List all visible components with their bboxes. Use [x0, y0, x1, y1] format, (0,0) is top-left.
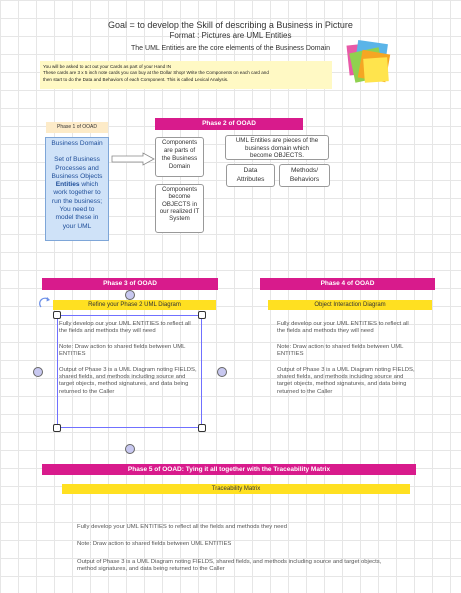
components2-line: OBJECTS in [161, 200, 198, 208]
components-objects-box[interactable] [155, 184, 204, 233]
uml-line: UML Entities are pieces of the [235, 137, 319, 144]
phase5-label: Phase 5 of OOAD: Tying it all together with the Traceability Matrix [42, 464, 416, 475]
phase5-paragraph: Output of Phase 3 is a UML Diagram noting FIELDS, shared fields, and methods including source and target objects, method signatures, and data being returned to the Caller [77, 558, 382, 573]
components-line: Domain [168, 163, 191, 170]
phase5-sub-label: Traceability Matrix [62, 484, 410, 494]
note-line: You will be asked to act out your Cards as part of your Hand IN [43, 64, 172, 69]
business-domain-box[interactable] [45, 137, 109, 241]
instruction-note [40, 61, 332, 89]
phase5-text-block[interactable] [77, 524, 397, 582]
domain-line: Business Objects [51, 172, 103, 180]
entities-rest: which [79, 181, 99, 189]
domain-line: You need to [59, 206, 95, 214]
components-line: the Business [161, 155, 198, 162]
phase3-sub-label: Refine your Phase 2 UML Diagram [53, 300, 216, 310]
phase5-paragraph: Fully develop your UML ENTITIES to reflect all the fields and methods they need [77, 524, 287, 530]
connector-handle-top[interactable] [125, 290, 135, 300]
resize-handle-bottom-left[interactable] [53, 424, 61, 432]
connector-handle-bottom[interactable] [125, 444, 135, 454]
uml-line: become OBJECTS. [250, 152, 304, 159]
phase4-paragraph: Note: Draw action to shared fields between UML ENTITIES [277, 343, 404, 358]
phase3-label: Phase 3 of OOAD [42, 278, 218, 290]
data-line: Attributes [236, 176, 265, 183]
methods-line: Methods/ [290, 167, 319, 174]
components-line: are parts of [163, 147, 196, 154]
phase4-paragraph: Fully develop our your UML ENTITIES to reflect all the fields and methods they will need [277, 321, 409, 335]
methods-line: Behaviors [289, 176, 320, 183]
page-title: Goal = to develop the Skill of describing a Business in Picture [108, 20, 353, 30]
note-line: These cards are 3 x 5 inch note cards you can buy at the Dollar Shop! Write the Components on each card and [43, 70, 269, 76]
connector-handle-right[interactable] [217, 367, 227, 377]
components2-line: become [168, 193, 191, 201]
domain-line [46, 148, 108, 156]
phase3-paragraph: Output of Phase 3 is a UML Diagram noting FIELDS, shared fields, and methods including source and target objects, method signatures, and data being returned to the Caller [59, 366, 197, 395]
resize-handle-top-left[interactable] [53, 311, 61, 319]
phase4-paragraph: Output of Phase 3 is a UML Diagram noting FIELDS, shared fields, and methods including source and target objects, method signatures, and data being returned to the Caller [277, 366, 415, 395]
phase3-paragraph: Fully develop our your UML ENTITIES to reflect all the fields and methods they will need [59, 321, 191, 335]
phase1-label: Phase 1 of OOAD [46, 122, 108, 133]
rotate-handle-icon[interactable] [38, 296, 52, 310]
uml-entities-box[interactable] [225, 135, 329, 160]
page-subtitle: The UML Entities are the core elements of the Business Domain [131, 45, 330, 52]
connector-handle-left[interactable] [33, 367, 43, 377]
methods-behaviors-box[interactable] [279, 164, 330, 187]
selection-box [57, 315, 202, 428]
phase4-text-block[interactable] [277, 321, 417, 404]
domain-line: Set of Business [54, 156, 100, 164]
components2-line: System [169, 215, 190, 223]
data-attributes-box[interactable] [226, 164, 275, 187]
entities-word: Entities [55, 181, 80, 189]
page-title-line2: Format : Pictures are UML Entities [169, 31, 292, 40]
components2-line: our realized IT [159, 207, 200, 215]
resize-handle-bottom-right[interactable] [198, 424, 206, 432]
domain-line: your UML [62, 222, 92, 230]
components2-line: Components [161, 186, 198, 193]
note-line: then start to do the Data and Behaviors of each Component. This is called Lexical Analysis. [43, 76, 229, 82]
phase2-label: Phase 2 of OOAD [155, 118, 303, 130]
phase5-paragraph: Note: Draw action to shared fields between UML ENTITIES [77, 541, 232, 548]
domain-line: run the business; [51, 197, 103, 205]
domain-line: Business Domain [51, 140, 103, 147]
phase3-paragraph: Note: Draw action to shared fields between UML ENTITIES [59, 343, 186, 358]
domain-line: model these in [55, 214, 99, 222]
right-arrow-icon [111, 152, 155, 166]
resize-handle-top-right[interactable] [198, 311, 206, 319]
data-line: Data [243, 167, 258, 174]
sticky-notes-icon [346, 38, 394, 88]
uml-line: business domain which [245, 144, 309, 152]
domain-line: work together to [53, 189, 101, 197]
components-box[interactable] [155, 137, 204, 177]
phase4-sub-label: Object Interaction Diagram [268, 300, 432, 310]
domain-line-entities [46, 181, 108, 189]
components-line: Components [161, 139, 198, 146]
domain-line: Processes and [55, 164, 99, 172]
phase4-label: Phase 4 of OOAD [260, 278, 435, 290]
